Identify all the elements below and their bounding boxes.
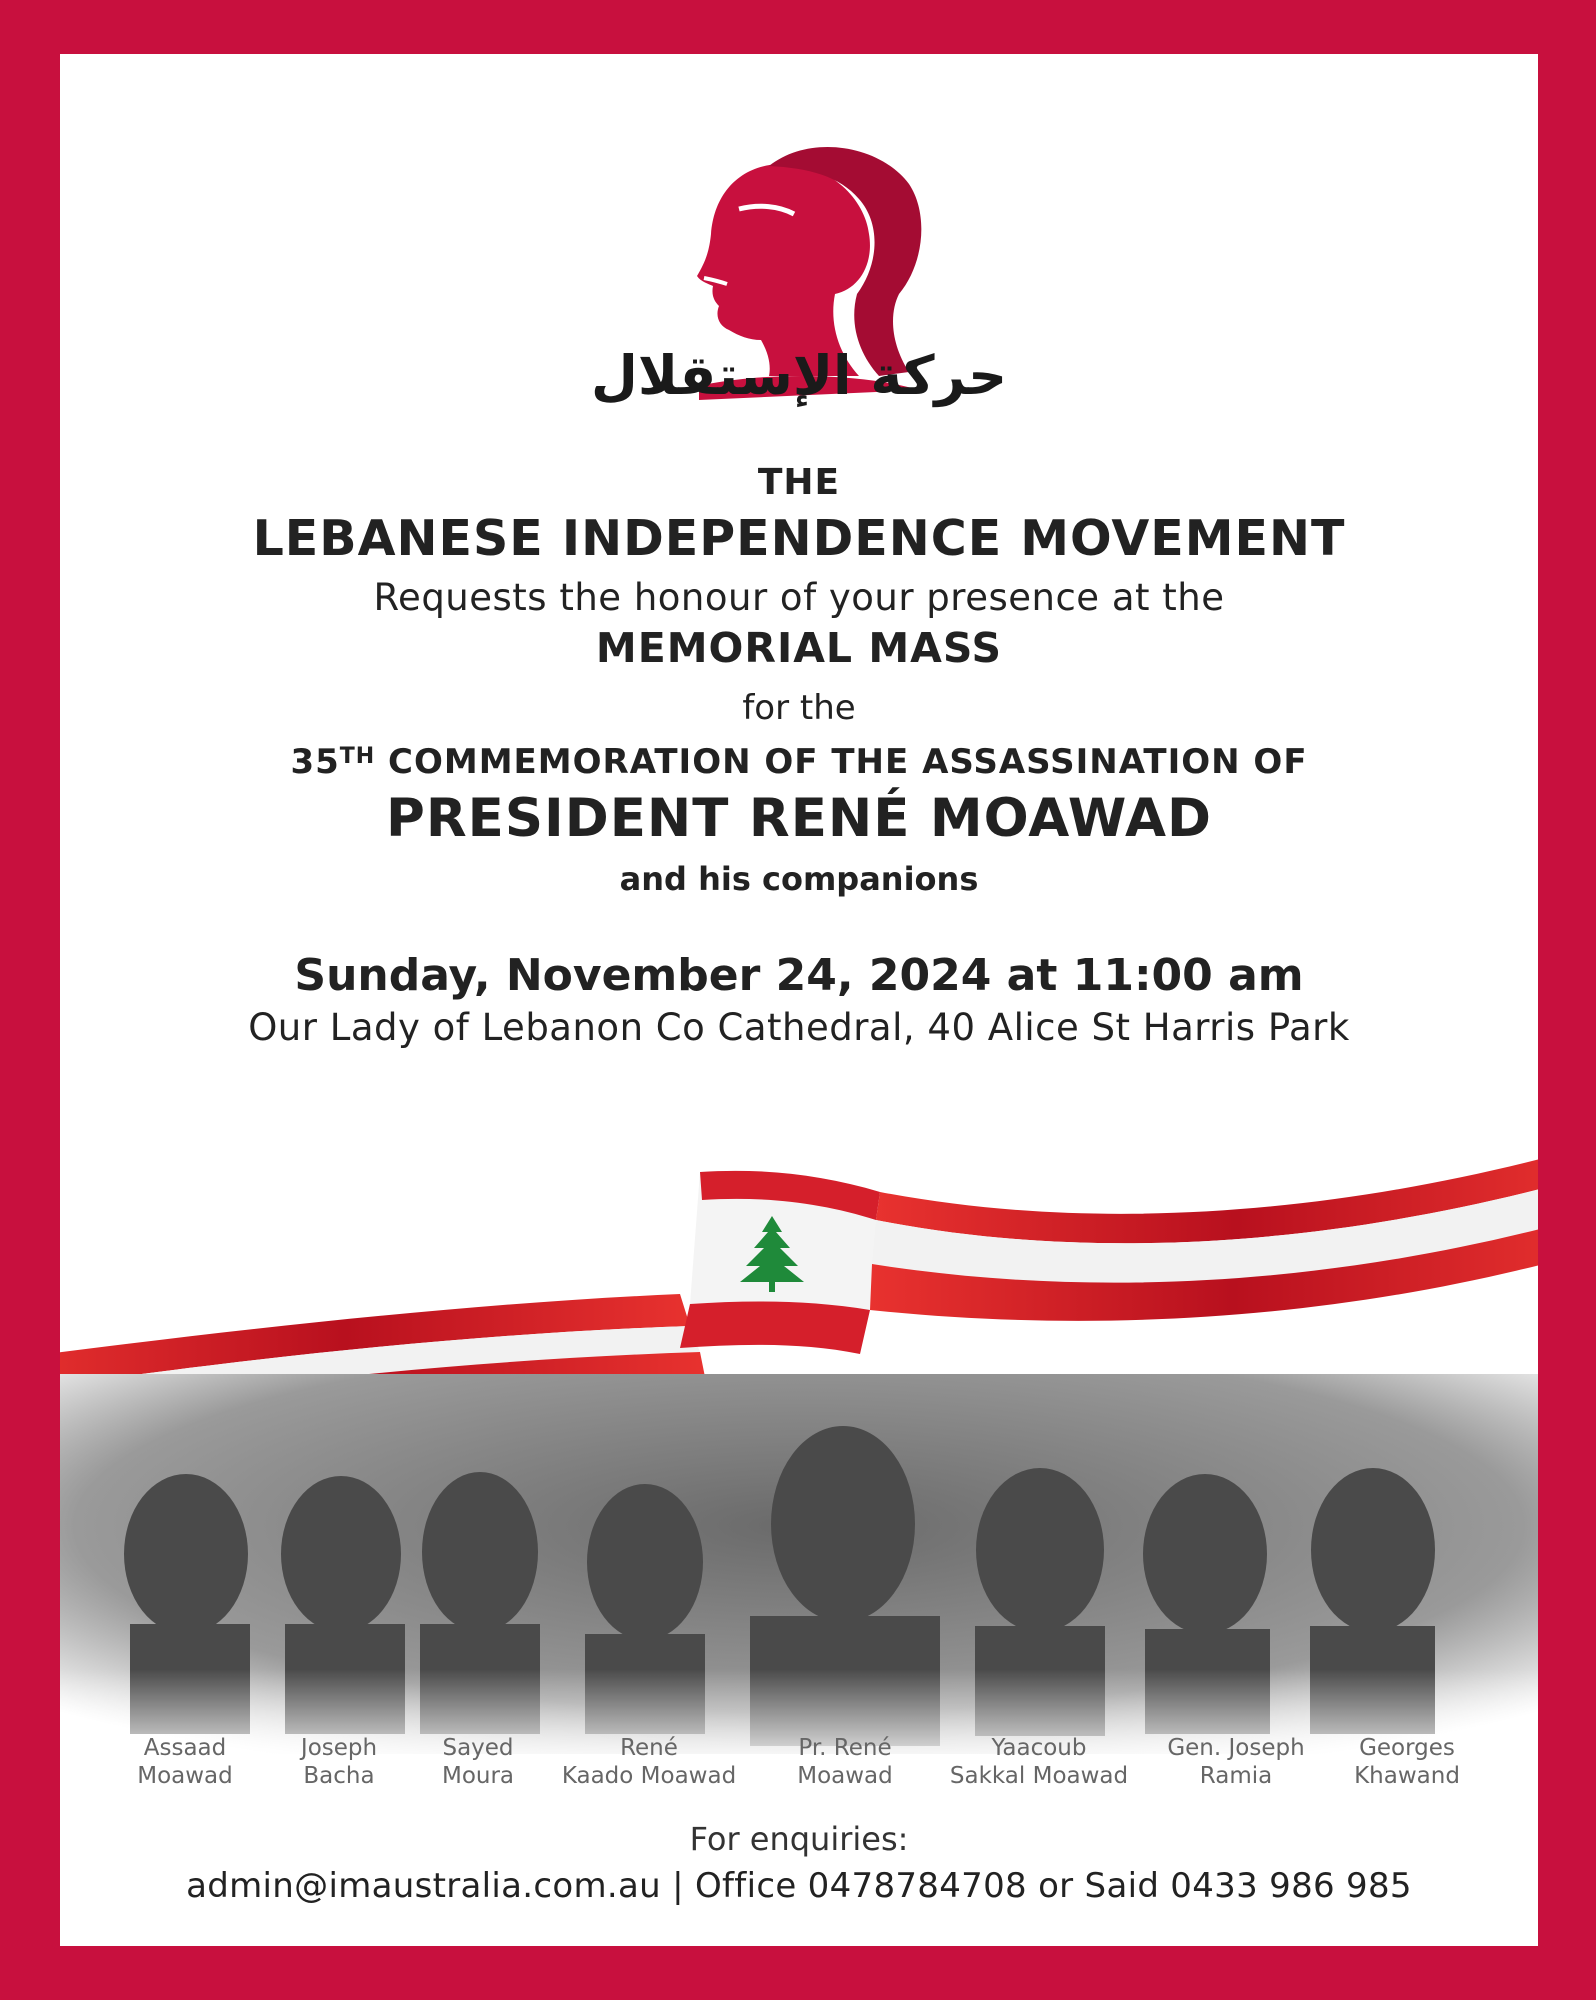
invitation-card [60,54,1538,1946]
person-name: Pr. René Moawad [797,1735,893,1789]
ordinal-number: 35 [290,742,340,782]
logo-arabic-name: حركة الإستقلال [590,344,1008,407]
person-name: Yaacoub Sakkal Moawad [949,1735,1129,1789]
person-name: Gen. Joseph Ramia [1167,1735,1305,1789]
person-name: René Kaado Moawad [561,1735,737,1789]
commemoration-text: COMMEMORATION OF THE ASSASSINATION OF [375,742,1308,782]
enquiries-label: For enquiries: [689,1820,909,1858]
companions-line: and his companions [619,860,979,898]
request-line: Requests the honour of your presence at the [373,576,1225,619]
event-venue: Our Lady of Lebanon Co Cathedral, 40 Alice St Harris Park [248,1006,1350,1049]
person-name: Joseph Bacha [300,1735,378,1789]
event-datetime: Sunday, November 24, 2024 at 11:00 am [294,950,1304,1001]
enquiries-contact[interactable]: admin@imaustralia.com.au | Office 0478784708 or Said 0433 986 985 [186,1866,1412,1906]
person-name: Assaad Moawad [137,1735,233,1789]
organization-name: LEBANESE INDEPENDENCE MOVEMENT [252,510,1346,567]
commemoration-line [60,742,1538,782]
person-name: Sayed Moura [441,1735,515,1789]
group-portrait-photo [60,1354,1538,1774]
people-names-row [60,1734,1538,1804]
event-title: MEMORIAL MASS [595,624,1003,672]
for-the-line: for the [742,688,856,728]
honoree-name: PRESIDENT RENÉ MOAWAD [385,788,1213,849]
ordinal-suffix: TH [339,744,376,769]
person-name: Georges Khawand [1354,1735,1460,1789]
heading-the: THE [757,462,841,503]
